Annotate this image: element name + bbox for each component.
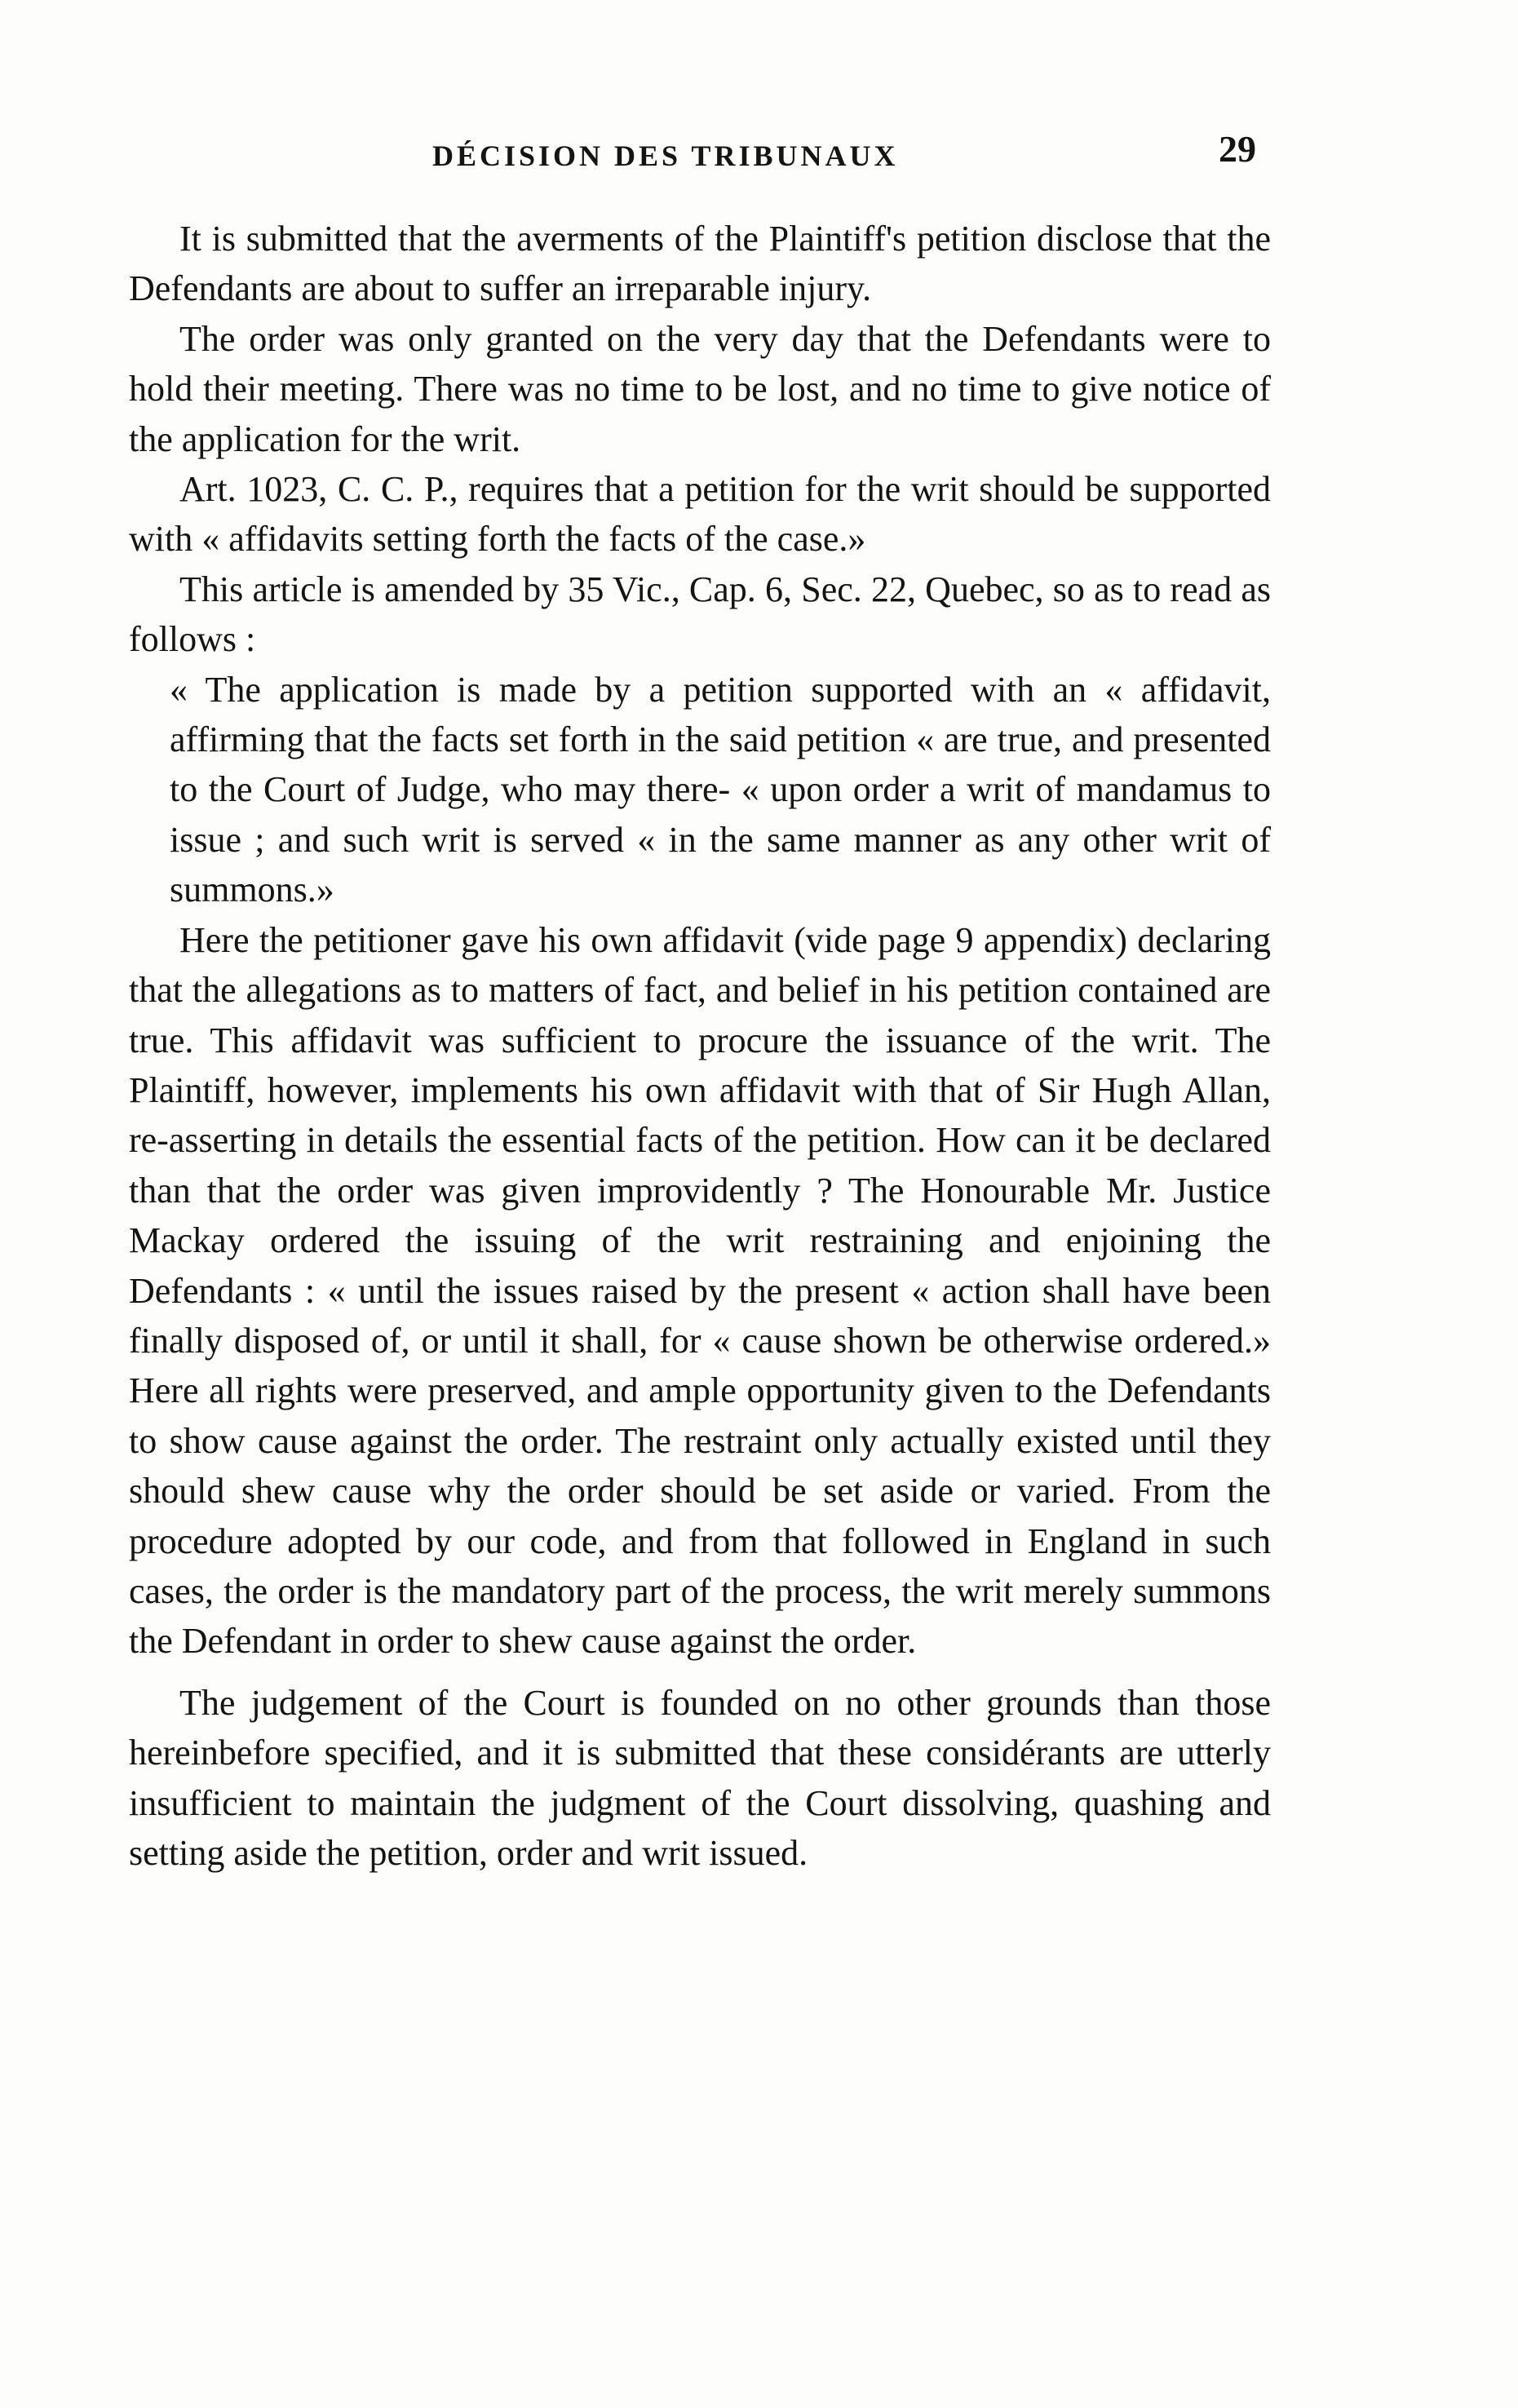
running-head	[122, 122, 1256, 188]
body-text	[129, 214, 1271, 1878]
paragraph-order-granted: The order was only granted on the very day that the Defendants were to hold their meeting. There was no time to be lost, and no time to give notice of the application for the writ.	[129, 318, 1271, 459]
page-number: 29	[1219, 128, 1256, 170]
quoted-statute: « The application is made by a petition supported with an « affidavit, affirming that the facts set forth in the said petition « are true, and presented to the Court of Judge, who may there- « upon order a writ of mandamus to issue ; and such writ is served « in the same manner as any other writ of summons.»	[170, 669, 1271, 910]
paragraph-judgement: The judgement of the Court is founded on no other grounds than those hereinbefore specified, and it is submitted that these considérants are utterly insufficient to maintain the judgment of the Court dissolving, quashing and setting aside the petition, order and writ issued.	[129, 1682, 1271, 1873]
paragraph-irreparable-injury: It is submitted that the averments of the Plaintiff's petition disclose that the Defendants are about to suffer an irreparable injury.	[129, 219, 1271, 309]
paragraph-article-1023: Art. 1023, C. C. P., requires that a petition for the writ should be supported with « affidavits setting forth the facts of the case.»	[129, 469, 1271, 560]
paragraph-petitioner-affidavit: Here the petitioner gave his own affidavit (vide page 9 appendix) declaring that the allegations as to matters of fact, and belief in his petition contained are true. This affidavit was sufficient to procure the issuance of the writ. The Plaintiff, however, implements his own affidavit with that of Sir Hugh Allan, re-asserting in details the essential facts of the petition. How can it be declared than that the order was given improvidently ? The Honourable Mr. Justice Mackay ordered the issuing of the writ restraining and enjoining the Defendants : « until the issues raised by the present « action shall have been finally disposed of, or until it shall, for « cause shown be otherwise ordered.» Here all rights were preserved, and ample opportunity given to the Defendants to show cause against the order. The restraint only actually existed until they should shew cause why the order should be set aside or varied. From the procedure adopted by our code, and from that followed in England in such cases, the order is the mandatory part of the process, the writ merely summons the Defendant in order to shew cause against the order.	[129, 919, 1271, 1662]
running-title: DÉCISION DES TRIBUNAUX	[432, 139, 899, 172]
paragraph-amendment: This article is amended by 35 Vic., Cap. 6, Sec. 22, Quebec, so as to read as follows :	[129, 569, 1271, 660]
